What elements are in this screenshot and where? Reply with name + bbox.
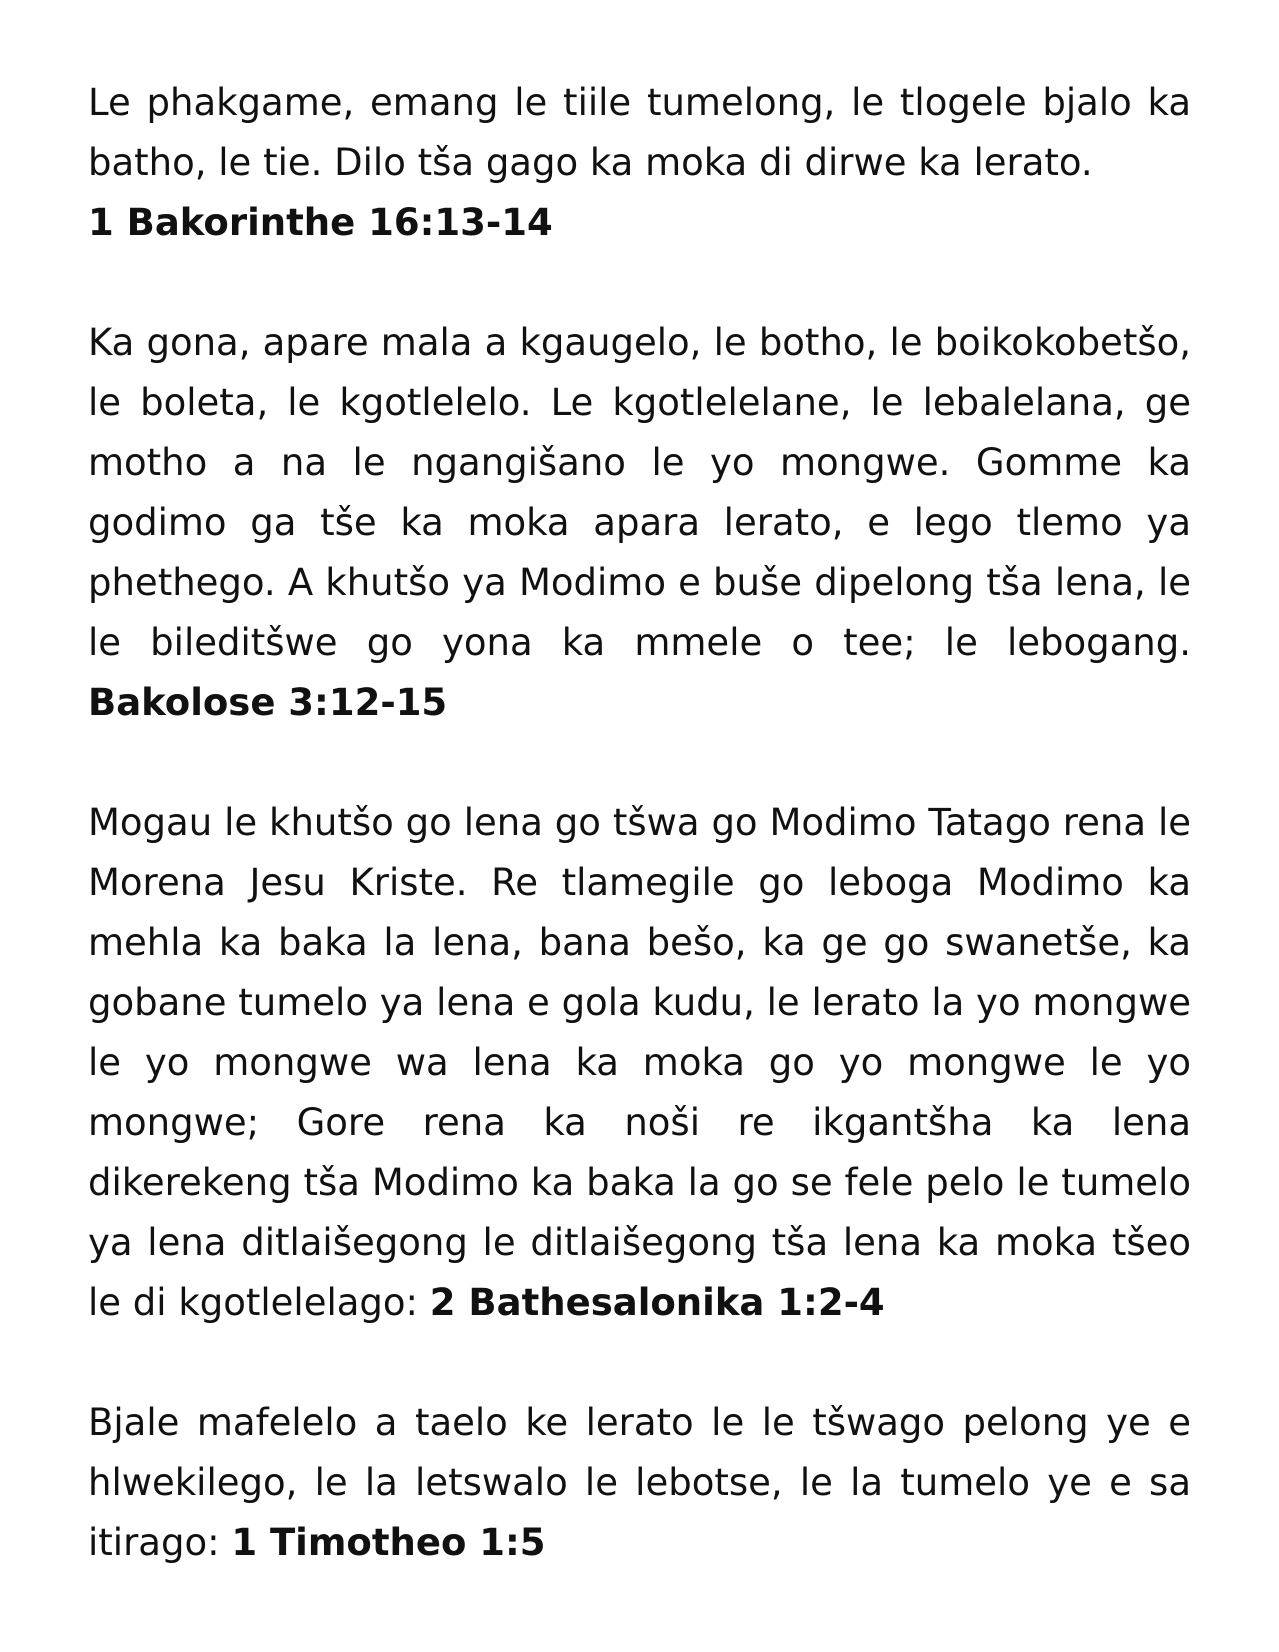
scripture-reference: 1 Timotheo 1:5 (231, 1521, 546, 1564)
scripture-reference: 1 Bakorinthe 16:13-14 (88, 201, 553, 244)
scripture-reference: 2 Bathesalonika 1:2-4 (429, 1281, 885, 1324)
passage-text: Le phakgame, emang le tiile tumelong, le tlogele bjalo ka batho, le tie. Dilo tša gago ka moka di dirwe ka lerato. (88, 81, 1191, 184)
scripture-reference: Bakolose 3:12-15 (88, 681, 448, 724)
passage-text: Ka gona, apare mala a kgaugelo, le botho, le boikokobetšo, le boleta, le kgotlelelo. Le kgotlelelane, le lebalelana, ge motho a na le ngangišano le yo mongwe. Gomme ka godimo ga tše ka moka apara lerato, e lego tlemo ya phethego. A khutšo ya Modimo e buše dipelong tša lena, le le bileditšwe go yona ka mmele o tee; le lebogang. (88, 321, 1191, 664)
passage-3 (88, 793, 1191, 1333)
passage-text: Bjale mafelelo a taelo ke lerato le le tšwago pelong ye e hlwekilego, le la letswalo le lebotse, le la tumelo ye e sa itirago: (88, 1401, 1191, 1564)
passage-1 (88, 73, 1191, 253)
passage-text: Mogau le khutšo go lena go tšwa go Modimo Tatago rena le Morena Jesu Kriste. Re tlamegile go leboga Modimo ka mehla ka baka la lena, bana bešo, ka ge go swanetše, ka gobane tumelo ya lena e gola kudu, le lerato la yo mongwe le yo mongwe wa lena ka moka go yo mongwe le yo mongwe; Gore rena ka noši re ikgantšha ka lena dikerekeng tša Modimo ka baka la go se fele pelo le tumelo ya lena ditlaišegong le ditlaišegong tša lena ka moka tšeo le di kgotlelelago: (88, 801, 1191, 1324)
passage-2 (88, 313, 1191, 733)
document-page (88, 73, 1191, 1633)
passage-4 (88, 1393, 1191, 1573)
